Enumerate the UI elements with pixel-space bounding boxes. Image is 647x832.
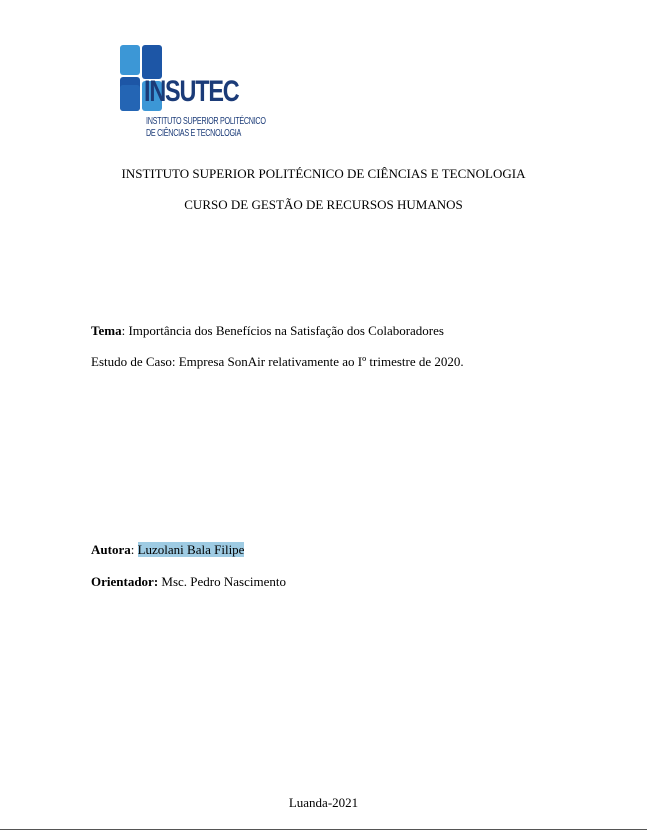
institute-name: INSTITUTO SUPERIOR POLITÉCNICO DE CIÊNCIAS E TECNOLOGIA [121,166,526,181]
case-study-line: Estudo de Caso: Empresa SonAir relativamente ao Iº trimestre de 2020. [91,354,464,369]
logo-subtitle-line1: INSTITUTO SUPERIOR POLITÉCNICO [146,116,266,127]
course-name: CURSO DE GESTÃO DE RECURSOS HUMANOS [184,197,463,212]
advisor-line [91,574,286,590]
logo-subtitle-line2: DE CIÊNCIAS E TECNOLOGIA [146,128,241,139]
logo-wordmark: INSUTEC [144,75,239,108]
author-line [91,542,244,558]
theme-separator: : [121,323,129,338]
author-separator: : [130,542,138,557]
theme-label: Tema [91,323,122,338]
advisor-label: Orientador: [91,574,159,589]
page-bottom-edge [0,829,647,830]
theme-line [91,323,444,339]
place-date: Luanda-2021 [288,795,359,810]
insutec-logo [118,43,268,148]
advisor-value: Msc. Pedro Nascimento [158,574,286,589]
theme-value: Importância dos Benefícios na Satisfação dos Colaboradores [128,323,444,338]
author-label: Autora [91,542,131,557]
author-name-selected[interactable]: Luzolani Bala Filipe [137,542,245,557]
